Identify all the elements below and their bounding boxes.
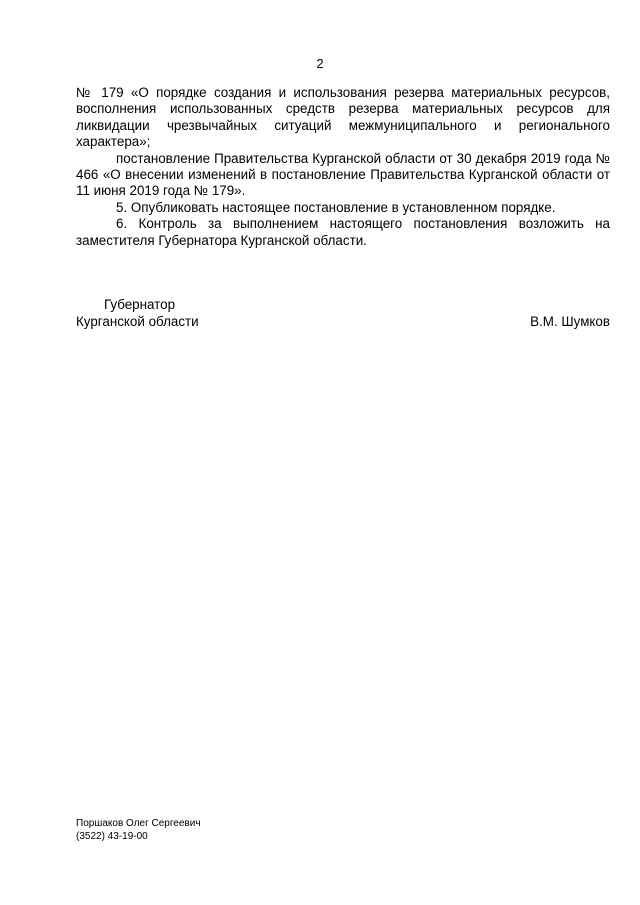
executor-name: Поршаков Олег Сергеевич	[76, 818, 201, 829]
signature-title-line2: Курганской области	[76, 314, 199, 329]
signature-name: В.М. Шумков	[530, 314, 610, 329]
signature-block	[76, 296, 610, 330]
paragraph-reference-179: № 179 «О порядке создания и использования резерва материальных ресурсов, восполнения использованных средств резерва материальных ресурсов для ликвидации чрезвычайных ситуаций межмуниципального и регионального характера»;	[76, 85, 610, 150]
page-number: 2	[316, 56, 324, 71]
document-body	[76, 85, 610, 249]
paragraph-item-6: 6. Контроль за выполнением настоящего постановления возложить на заместителя Губернатора Курганской области.	[76, 216, 610, 248]
signature-row	[76, 313, 610, 330]
paragraph-resolution-466: постановление Правительства Курганской области от 30 декабря 2019 года № 466 «О внесении изменений в постановление Правительства Курганской области от 11 июня 2019 года № 179».	[76, 150, 610, 199]
executor-footer	[76, 817, 201, 843]
executor-phone: (3522) 43-19-00	[76, 831, 148, 842]
paragraph-item-5: 5. Опубликовать настоящее постановление в установленном порядке.	[116, 199, 556, 215]
signature-title-line1: Губернатор	[104, 297, 176, 312]
